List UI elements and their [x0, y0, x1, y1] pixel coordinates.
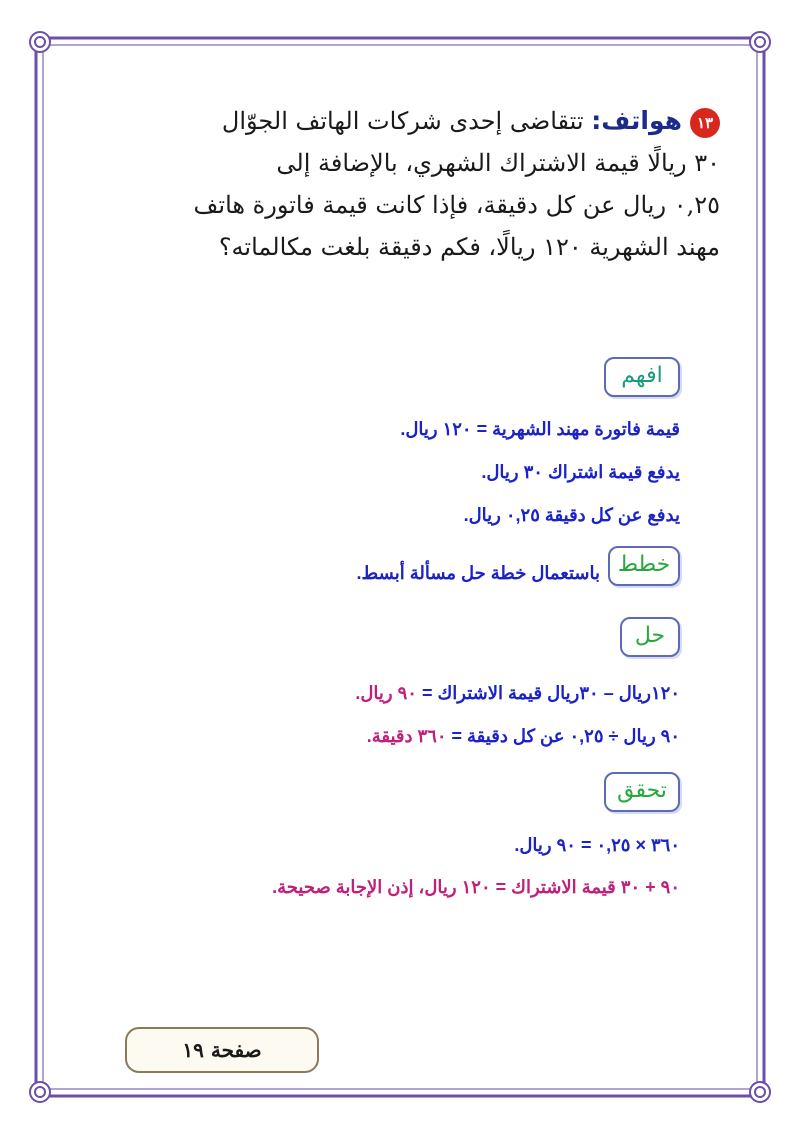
check-line-1: ٣٦٠ × ٠,٢٥ = ٩٠ ريال.: [514, 835, 680, 855]
check-line-2: ٩٠ + ٣٠ قيمة الاشتراك = ١٢٠ ريال، إذن الإجابة صحيحة.: [272, 877, 680, 897]
page-number-box: [125, 1027, 319, 1073]
solve-line-1-result: ٩٠ ريال.: [355, 683, 417, 703]
plan-tag: خطط: [608, 546, 680, 586]
problem-line-4: مهند الشهرية ١٢٠ ريالًا، فكم دقيقة بلغت مكالماته؟: [218, 233, 720, 261]
understand-line-1: قيمة فاتورة مهند الشهرية = ١٢٠ ريال.: [400, 419, 680, 439]
solve-line-1-expression: ١٢٠ريال – ٣٠ريال قيمة الاشتراك =: [416, 683, 680, 703]
check-tag: تحقق: [604, 772, 680, 812]
problem-keyword: هواتف:: [591, 106, 682, 135]
understand-line-2: يدفع قيمة اشتراك ٣٠ ريال.: [481, 462, 680, 482]
plan-text: باستعمال خطة حل مسألة أبسط.: [356, 563, 600, 583]
problem-line-3: ٠,٢٥ ريال عن كل دقيقة، فإذا كانت قيمة فاتورة هاتف: [193, 191, 720, 219]
understand-tag: افهم: [604, 357, 680, 397]
page-number-label: صفحة ١٩: [182, 1038, 262, 1062]
understand-line-3: يدفع عن كل دقيقة ٠,٢٥ ريال.: [463, 505, 680, 525]
problem-line-2: ٣٠ ريالًا قيمة الاشتراك الشهري، بالإضافة إلى: [276, 149, 720, 177]
solve-tag: حل: [620, 617, 680, 657]
problem-statement: [160, 100, 720, 268]
solve-line-2: [367, 726, 680, 747]
problem-line-1: تتقاضى إحدى شركات الهاتف الجوّال: [221, 107, 584, 135]
solve-line-2-expression: ٩٠ ريال ÷ ٠,٢٥ عن كل دقيقة =: [446, 726, 680, 746]
solve-line-2-result: ٣٦٠ دقيقة.: [366, 726, 447, 746]
problem-number-badge: ١٣: [690, 108, 720, 138]
solve-line-1: [355, 683, 680, 704]
